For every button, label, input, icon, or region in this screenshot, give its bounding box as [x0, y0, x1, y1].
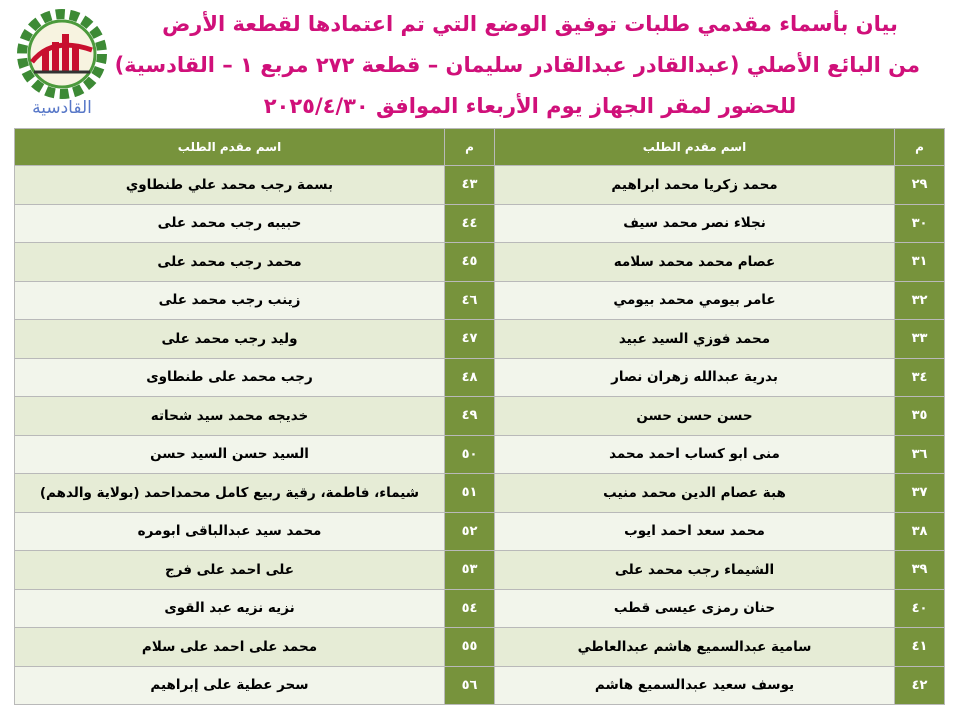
row-number: ٤٢: [895, 666, 945, 705]
table-row: [15, 589, 945, 628]
applicant-name: الشيماء رجب محمد على: [495, 551, 895, 590]
table-header-row: [15, 129, 945, 166]
applicant-name: محمد على احمد على سلام: [15, 628, 445, 667]
row-number: ٤٩: [445, 397, 495, 436]
row-number: ٥١: [445, 474, 495, 513]
header-name-2: اسم مقدم الطلب: [15, 129, 445, 166]
applicant-name: رجب محمد على طنطاوى: [15, 358, 445, 397]
row-number: ٣٠: [895, 204, 945, 243]
applicant-name: نزيه نزيه عبد القوى: [15, 589, 445, 628]
applicant-name: منى ابو كساب احمد محمد: [495, 435, 895, 474]
table-row: [15, 551, 945, 590]
applicant-name: عصام محمد محمد سلامه: [495, 243, 895, 282]
applicant-name: محمد سعد احمد ايوب: [495, 512, 895, 551]
header-num-1: م: [895, 129, 945, 166]
applicant-name: وليد رجب محمد على: [15, 320, 445, 359]
row-number: ٣١: [895, 243, 945, 282]
row-number: ٥٣: [445, 551, 495, 590]
applicant-name: محمد فوزي السيد عبيد: [495, 320, 895, 359]
header-name-1: اسم مقدم الطلب: [495, 129, 895, 166]
row-number: ٤٦: [445, 281, 495, 320]
table-row: [15, 358, 945, 397]
applicant-name: خديجه محمد سيد شحاته: [15, 397, 445, 436]
row-number: ٥٠: [445, 435, 495, 474]
title-line-2: من البائع الأصلي (عبدالقادر عبدالقادر سليمان – قطعة ٢٧٢ مربع ١ – القادسية): [114, 53, 920, 77]
row-number: ٣٣: [895, 320, 945, 359]
row-number: ٤٧: [445, 320, 495, 359]
applicant-name: محمد رجب محمد على: [15, 243, 445, 282]
table-row: [15, 435, 945, 474]
row-number: ٤٣: [445, 166, 495, 205]
applicant-name: سامية عبدالسميع هاشم عبدالعاطي: [495, 628, 895, 667]
table-row: [15, 243, 945, 282]
row-number: ٥٦: [445, 666, 495, 705]
row-number: ٣٦: [895, 435, 945, 474]
row-number: ٣٧: [895, 474, 945, 513]
row-number: ٤٠: [895, 589, 945, 628]
applicant-name: سحر عطية على إبراهيم: [15, 666, 445, 705]
table-row: [15, 397, 945, 436]
table-row: [15, 474, 945, 513]
row-number: ٣٨: [895, 512, 945, 551]
row-number: ٥٤: [445, 589, 495, 628]
applicant-name: على احمد على فرج: [15, 551, 445, 590]
row-number: ٤٨: [445, 358, 495, 397]
applicant-name: شيماء، فاطمة، رقية ربيع كامل محمداحمد (بولاية والدهم): [15, 474, 445, 513]
applicant-name: يوسف سعيد عبدالسميع هاشم: [495, 666, 895, 705]
row-number: ٤٥: [445, 243, 495, 282]
row-number: ٣٤: [895, 358, 945, 397]
row-number: ٤١: [895, 628, 945, 667]
row-number: ٣٥: [895, 397, 945, 436]
applicant-name: حبيبه رجب محمد على: [15, 204, 445, 243]
logo-caption: القادسية: [32, 98, 92, 118]
header-num-2: م: [445, 129, 495, 166]
table-row: [15, 628, 945, 667]
applicant-name: السيد حسن السيد حسن: [15, 435, 445, 474]
row-number: ٣٢: [895, 281, 945, 320]
table-row: [15, 281, 945, 320]
applicant-name: محمد سيد عبدالباقى ابومره: [15, 512, 445, 551]
applicants-table: [14, 128, 945, 705]
applicant-name: نجلاء نصر محمد سيف: [495, 204, 895, 243]
row-number: ٤٤: [445, 204, 495, 243]
applicant-name: حنان رمزى عيسى قطب: [495, 589, 895, 628]
gear-logo-icon: [8, 4, 116, 100]
applicant-name: هبة عصام الدين محمد منيب: [495, 474, 895, 513]
applicant-name: محمد زكريا محمد ابراهيم: [495, 166, 895, 205]
table-row: [15, 320, 945, 359]
table-row: [15, 512, 945, 551]
row-number: ٥٥: [445, 628, 495, 667]
applicant-name: عامر بيومي محمد بيومي: [495, 281, 895, 320]
applicant-name: حسن حسن حسن: [495, 397, 895, 436]
row-number: ٢٩: [895, 166, 945, 205]
applicant-name: بدرية عبدالله زهران نصار: [495, 358, 895, 397]
document-title: [114, 4, 920, 127]
title-line-3: للحضور لمقر الجهاز يوم الأربعاء الموافق ٢٠٢٥/٤/٣٠: [263, 94, 797, 118]
applicant-name: زينب رجب محمد على: [15, 281, 445, 320]
table-row: [15, 666, 945, 705]
table-row: [15, 166, 945, 205]
title-line-1: بيان بأسماء مقدمي طلبات توفيق الوضع التي تم اعتمادها لقطعة الأرض: [162, 12, 898, 36]
applicant-name: بسمة رجب محمد علي طنطاوي: [15, 166, 445, 205]
city-logo: [8, 4, 116, 124]
row-number: ٥٢: [445, 512, 495, 551]
row-number: ٣٩: [895, 551, 945, 590]
table-row: [15, 204, 945, 243]
